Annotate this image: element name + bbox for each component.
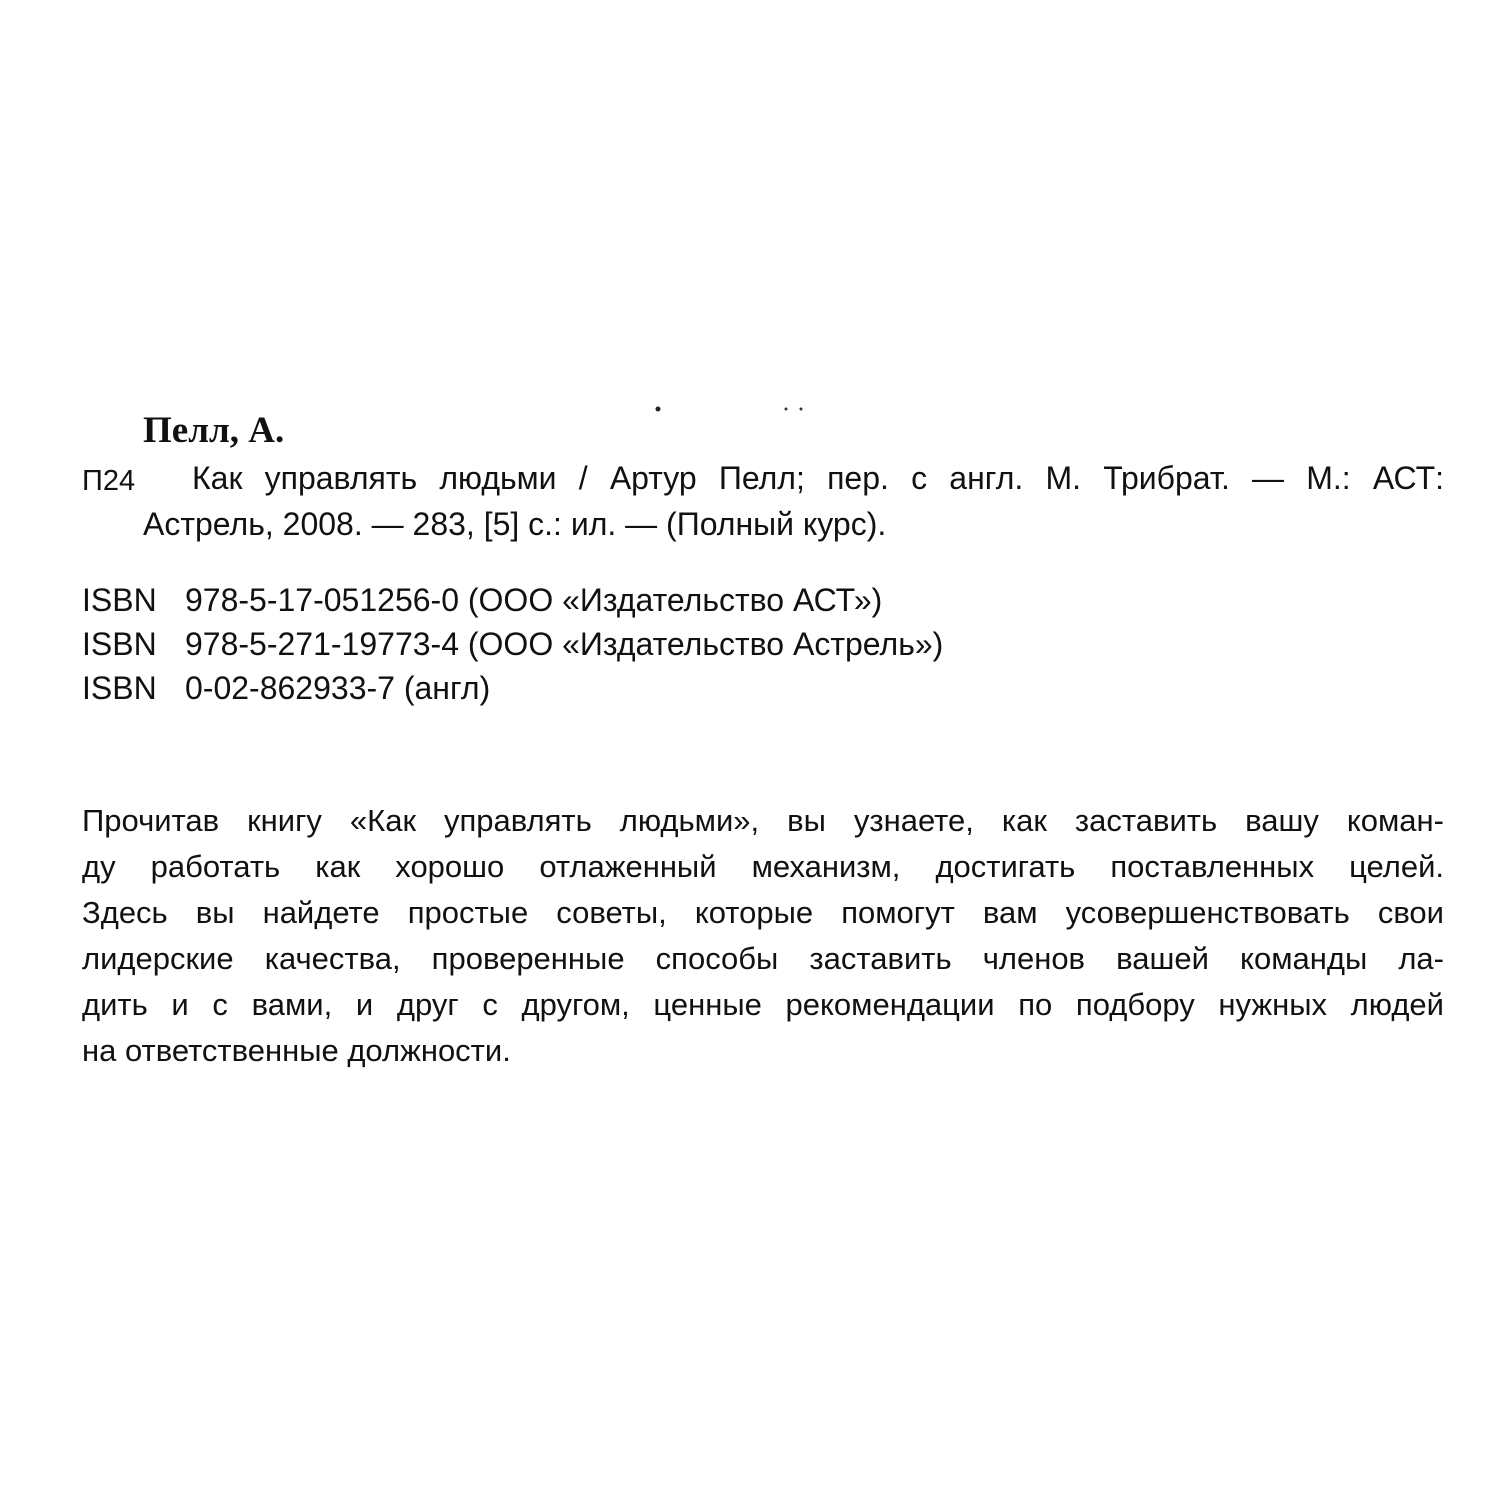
- isbn-label: ISBN: [82, 582, 157, 618]
- author-heading: Пелл, А.: [143, 410, 285, 451]
- bibliographic-description-line: Как управлять людьми / Артур Пелл; пер. с англ. М. Трибрат. — М.: АСТ:: [192, 460, 1444, 496]
- isbn-value: 0-02-862933-7 (англ): [185, 670, 491, 706]
- scan-speck: [656, 407, 661, 412]
- bibliographic-description-line: Астрель, 2008. — 283, [5] с.: ил. — (Полный курс).: [143, 506, 887, 542]
- isbn-label: ISBN: [82, 670, 157, 706]
- classification-code: П24: [82, 465, 136, 497]
- abstract-line: ду работать как хорошо отлаженный механизм, достигать поставленных целей.: [82, 849, 1444, 884]
- isbn-entry: [82, 624, 943, 664]
- isbn-value: 978-5-271-19773-4 (ООО «Издательство Астрель»): [185, 626, 944, 662]
- isbn-value: 978-5-17-051256-0 (ООО «Издательство АСТ»): [185, 582, 883, 618]
- isbn-label: ISBN: [82, 626, 157, 662]
- abstract-line: Здесь вы найдете простые советы, которые помогут вам усовершенствовать свои: [82, 895, 1444, 930]
- scan-speck: [785, 408, 788, 411]
- isbn-entry: [82, 668, 490, 708]
- abstract-line: лидерские качества, проверенные способы заставить членов вашей команды ла-: [82, 941, 1444, 976]
- abstract-paragraph: [82, 798, 1444, 1074]
- abstract-line: на ответственные должности.: [82, 1033, 511, 1068]
- isbn-entry: [82, 580, 882, 620]
- scan-speck: [800, 408, 803, 411]
- abstract-line: дить и с вами, и друг с другом, ценные рекомендации по подбору нужных людей: [82, 987, 1444, 1022]
- abstract-line: Прочитав книгу «Как управлять людьми», вы узнаете, как заставить вашу коман-: [82, 803, 1444, 838]
